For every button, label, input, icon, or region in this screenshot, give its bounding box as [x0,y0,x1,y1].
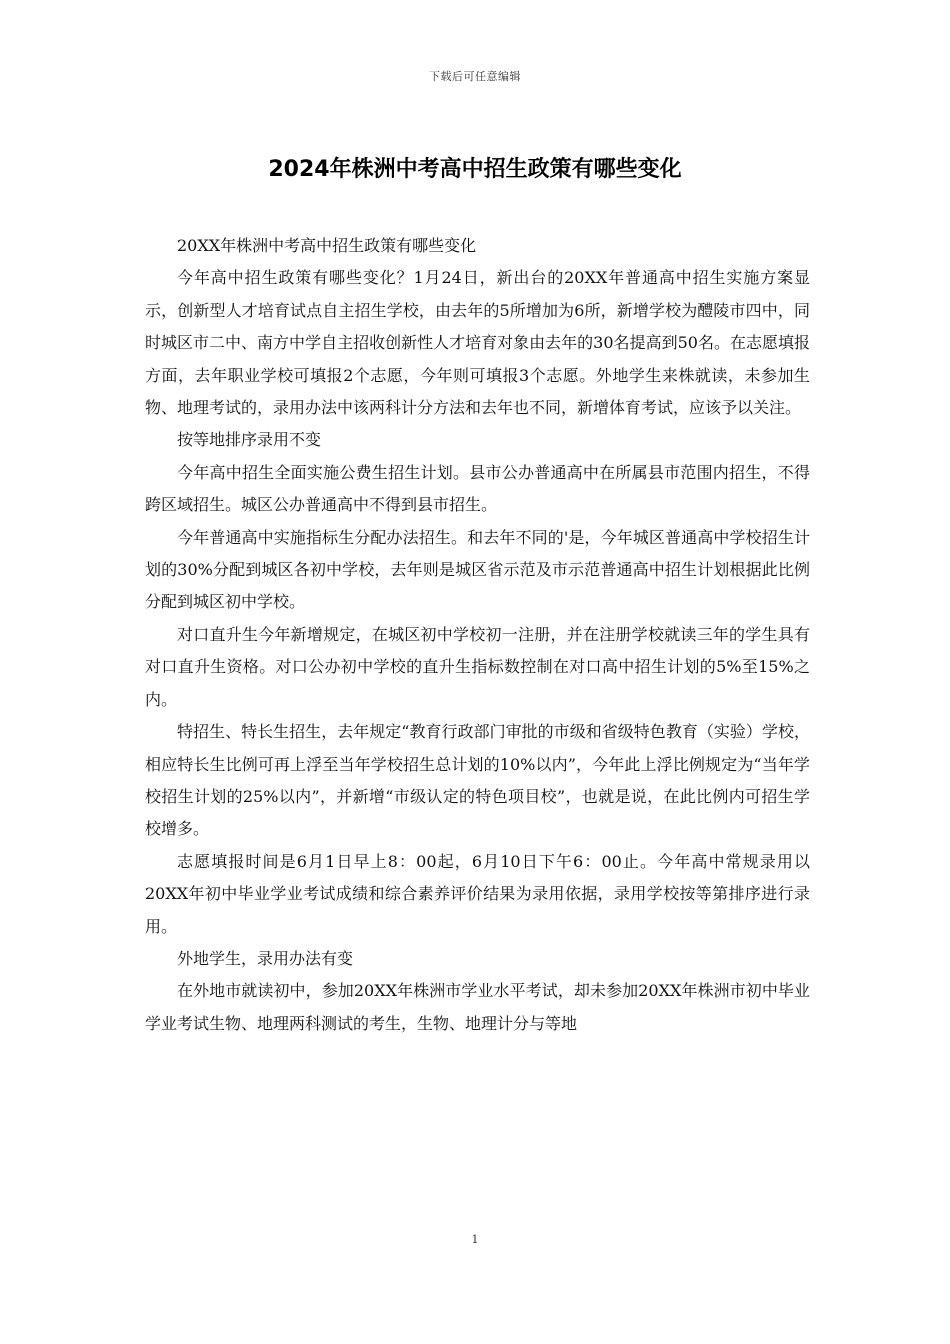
page-number: 1 [471,1233,479,1246]
document-body [145,230,810,1040]
paragraph: 特招生、特长生招生，去年规定“教育行政部门审批的市级和省级特色教育（实验）学校，相应特长生比例可再上浮至当年学校招生总计划的10%以内”，今年此上浮比例规定为“当年学校招生计划的25%以内”，并新增“市级认定的特色项目校”，也就是说，在此比例内可招生学校增多。 [145,722,810,839]
paragraph: 今年高中招生全面实施公费生招生计划。县市公办普通高中在所属县市范围内招生，不得跨区域招生。城区公办普通高中不得到县市招生。 [145,462,810,515]
paragraph: 志愿填报时间是6月1日早上8：00起，6月10日下午6：00止。今年高中常规录用以20XX年初中毕业学业考试成绩和综合素养评价结果为录用依据，录用学校按等第排序进行录用。 [145,851,810,936]
document-title: 2024年株洲中考高中招生政策有哪些变化 [268,157,682,182]
section-heading: 外地学生，录用办法有变 [177,948,354,968]
section-heading: 按等地排序录用不变 [177,430,322,450]
paragraph: 今年高中招生政策有哪些变化？1月24日，新出台的20XX年普通高中招生实施方案显示，创新型人才培育试点自主招生学校，由去年的5所增加为6所，新增学校为醴陵市四中，同时城区市二中、南方中学自主招收创新性人才培育对象由去年的30名提高到50名。在志愿填报方面，去年职业学校可填报2个志愿，今年则可填报3个志愿。外地学生来株就读，未参加生物、地理考试的，录用办法中该两科计分方法和去年也不同，新增体育考试，应该予以关注。 [145,268,810,418]
header-note: 下载后可任意编辑 [429,70,521,83]
paragraph: 今年普通高中实施指标生分配办法招生。和去年不同的'是，今年城区普通高中学校招生计划的30%分配到城区各初中学校，去年则是城区省示范及市示范普通高中招生计划根据此比例分配到城区初中学校。 [145,527,810,612]
paragraph: 在外地市就读初中，参加20XX年株洲市学业水平考试，却未参加20XX年株洲市初中毕业学业考试生物、地理两科测试的考生，生物、地理计分与等地 [145,981,810,1033]
paragraph: 对口直升生今年新增规定，在城区初中学校初一注册，并在注册学校就读三年的学生具有对口直升生资格。对口公办初中学校的直升生指标数控制在对口高中招生计划的5%至15%之内。 [145,624,810,709]
paragraph-subtitle: 20XX年株洲中考高中招生政策有哪些变化 [177,236,477,255]
